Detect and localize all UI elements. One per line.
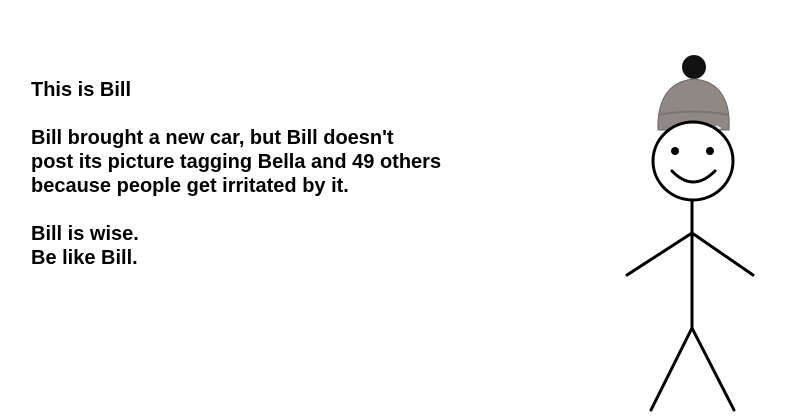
pompom-icon — [682, 55, 706, 79]
meme-title: This is Bill — [31, 79, 132, 101]
conclusion-line: Be like Bill. — [31, 247, 138, 269]
head-outline — [653, 122, 733, 200]
stick-figure-icon — [612, 50, 772, 415]
left-eye — [671, 147, 679, 155]
meme-text-block — [31, 78, 591, 270]
story-paragraph — [31, 126, 591, 198]
story-line: post its picture tagging Bella and 49 others — [31, 151, 442, 173]
story-line: Bill brought a new car, but Bill doesn't — [31, 127, 394, 149]
conclusion-line: Bill is wise. — [31, 223, 139, 245]
right-arm — [692, 233, 753, 275]
right-eye — [706, 147, 714, 155]
left-leg — [651, 328, 692, 410]
conclusion-paragraph — [31, 222, 591, 270]
left-arm — [627, 233, 692, 275]
right-leg — [692, 328, 734, 410]
story-line: because people get irritated by it. — [31, 175, 349, 197]
